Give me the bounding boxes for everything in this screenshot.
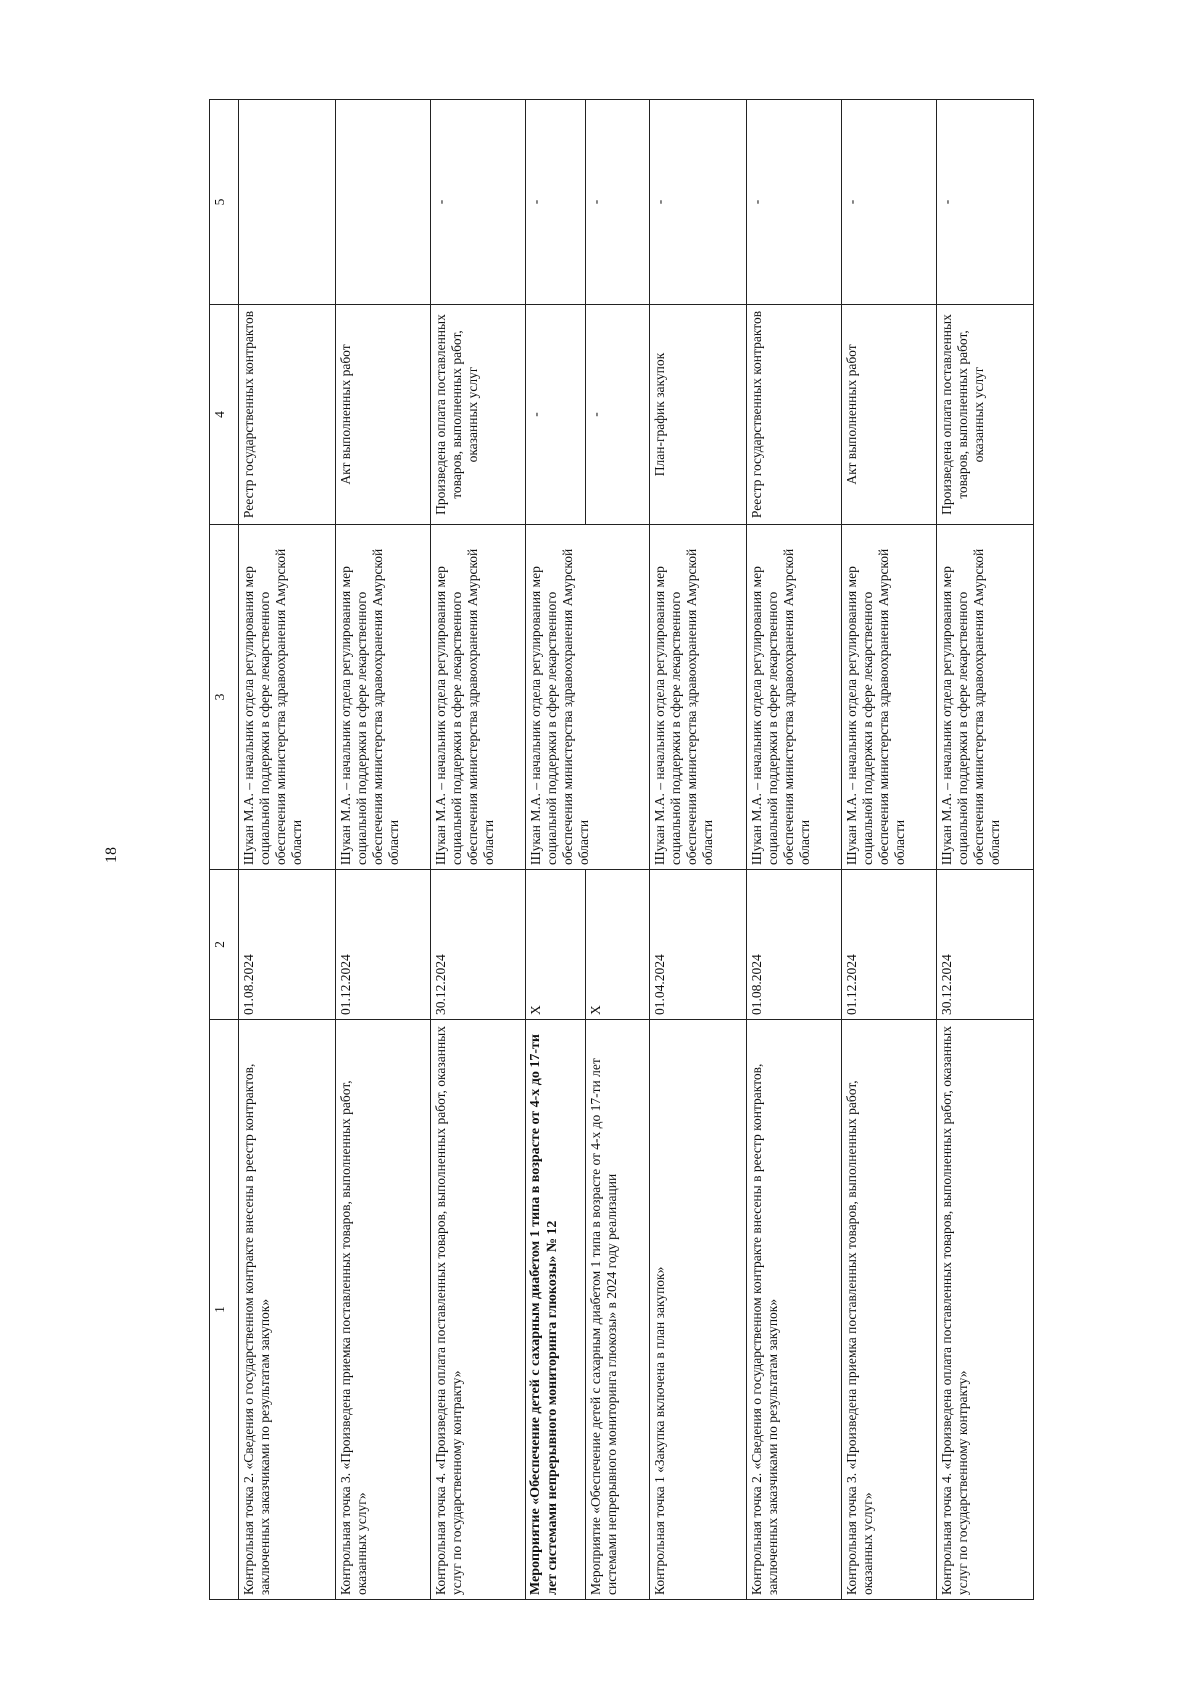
table-row <box>747 100 842 1600</box>
responsible-cell: Шукан М.А. – начальник отдела регулирования мер социальной поддержки в сфере лекарственного обеспечения министерства здравоохранения Амурской области <box>747 525 842 870</box>
document-cell: Акт выполненных работ <box>336 305 431 525</box>
column-header: 3 <box>210 525 239 870</box>
responsible-cell: Шукан М.А. – начальник отдела регулирования мер социальной поддержки в сфере лекарственного обеспечения министерства здравоохранения Амурской области <box>239 525 336 870</box>
header-row <box>210 100 239 1600</box>
info-cell: - <box>526 100 586 305</box>
table-row <box>239 100 336 1600</box>
date-cell: 01.04.2024 <box>650 870 747 1020</box>
date-cell: X <box>526 870 586 1020</box>
info-cell <box>336 100 431 305</box>
info-cell: - <box>586 100 650 305</box>
info-cell: - <box>431 100 526 305</box>
table-row <box>937 100 1034 1600</box>
info-cell: - <box>650 100 747 305</box>
column-header: 5 <box>210 100 239 305</box>
table-cell <box>586 1020 650 1600</box>
date-cell: 01.12.2024 <box>336 870 431 1020</box>
document-cell: - <box>526 305 586 525</box>
date-cell: 01.08.2024 <box>747 870 842 1020</box>
table-row <box>336 100 431 1600</box>
page-number: 18 <box>103 847 120 863</box>
responsible-cell: Шукан М.А. – начальник отдела регулирования мер социальной поддержки в сфере лекарственного обеспечения министерства здравоохранения Амурской области <box>842 525 937 870</box>
table-cell: Контрольная точка 3. «Произведена приемка поставленных товаров, выполненных работ, оказанных услуг» <box>336 1020 431 1600</box>
date-cell: X <box>586 870 650 1020</box>
rotated-table-container <box>209 100 1064 1600</box>
responsible-cell: Шукан М.А. – начальник отдела регулирования мер социальной поддержки в сфере лекарственного обеспечения министерства здравоохранения Амурской области <box>336 525 431 870</box>
date-cell: 01.08.2024 <box>239 870 336 1020</box>
document-cell: Реестр государственных контрактов <box>239 305 336 525</box>
info-cell: - <box>842 100 937 305</box>
document-cell: Произведена оплата поставленных товаров, выполненных работ, оказанных услуг <box>937 305 1034 525</box>
table-cell: Контрольная точка 2. «Сведения о государственном контракте внесены в реестр контрактов, заключенных заказчиками по результатам закупок» <box>747 1020 842 1600</box>
table-cell: Контрольная точка 1 «Закупка включена в план закупок» <box>650 1020 747 1600</box>
info-cell: - <box>937 100 1034 305</box>
responsible-cell: Шукан М.А. – начальник отдела регулирования мер социальной поддержки в сфере лекарственного обеспечения министерства здравоохранения Амурской области <box>431 525 526 870</box>
table-cell: Контрольная точка 4. «Произведена оплата поставленных товаров, выполненных работ, оказанных услуг по государственному контракту» <box>937 1020 1034 1600</box>
table-cell: Контрольная точка 4. «Произведена оплата поставленных товаров, выполненных работ, оказанных услуг по государственному контракту» <box>431 1020 526 1600</box>
document-cell: Произведена оплата поставленных товаров, выполненных работ, оказанных услуг <box>431 305 526 525</box>
date-cell: 01.12.2024 <box>842 870 937 1020</box>
table-row <box>431 100 526 1600</box>
date-cell: 30.12.2024 <box>937 870 1034 1020</box>
document-cell: Акт выполненных работ <box>842 305 937 525</box>
info-cell <box>239 100 336 305</box>
table-cell: Контрольная точка 2. «Сведения о государственном контракте внесены в реестр контрактов, заключенных заказчиками по результатам закупок» <box>239 1020 336 1600</box>
document-cell: - <box>586 305 650 525</box>
responsible-cell: Шукан М.А. – начальник отдела регулирования мер социальной поддержки в сфере лекарственного обеспечения министерства здравоохранения Амурской области <box>526 525 650 870</box>
info-cell: - <box>747 100 842 305</box>
table-row <box>526 100 586 1600</box>
table-row <box>650 100 747 1600</box>
column-header: 1 <box>210 1020 239 1600</box>
document-cell: План-график закупок <box>650 305 747 525</box>
date-cell: 30.12.2024 <box>431 870 526 1020</box>
activity-year-text: Мероприятие «Обеспечение детей с сахарным диабетом 1 типа в возрасте от 4-х до 17-ти лет системами непрерывного мониторинга глюкозы» в 2024 году реализации <box>588 1058 619 1595</box>
responsible-cell: Шукан М.А. – начальник отдела регулирования мер социальной поддержки в сфере лекарственного обеспечения министерства здравоохранения Амурской области <box>650 525 747 870</box>
column-header: 4 <box>210 305 239 525</box>
column-header: 2 <box>210 870 239 1020</box>
table-row <box>842 100 937 1600</box>
document-cell: Реестр государственных контрактов <box>747 305 842 525</box>
table-cell: Контрольная точка 3. «Произведена приемка поставленных товаров, выполненных работ, оказанных услуг» <box>842 1020 937 1600</box>
responsible-cell: Шукан М.А. – начальник отдела регулирования мер социальной поддержки в сфере лекарственного обеспечения министерства здравоохранения Амурской области <box>937 525 1034 870</box>
activity-title-cell: Мероприятие «Обеспечение детей с сахарным диабетом 1 типа в возрасте от 4-х до 17-ти лет системами непрерывного мониторинга глюкозы» № 12 <box>526 1020 586 1600</box>
activities-table <box>209 99 1034 1600</box>
